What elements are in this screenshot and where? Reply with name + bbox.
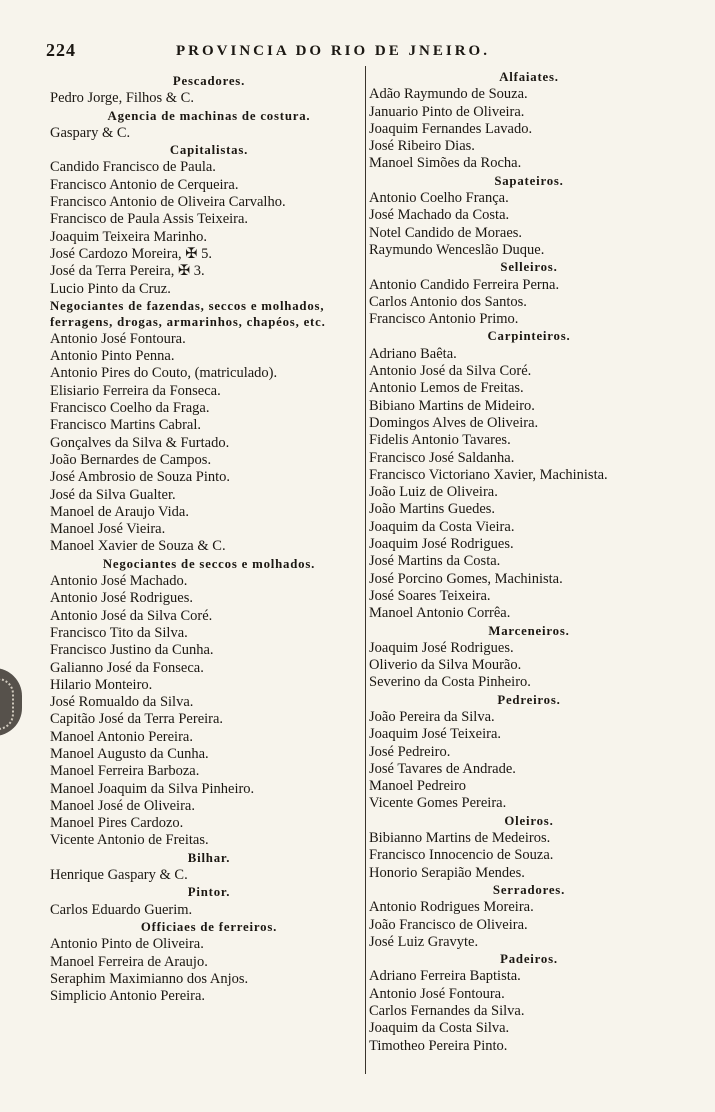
directory-section	[369, 173, 689, 259]
directory-entry: José Cardozo Moreira, ✠ 5.	[50, 245, 212, 262]
left-column	[50, 73, 368, 1005]
section-heading: Alfaiates.	[499, 70, 559, 84]
directory-entry: Galianno José da Fonseca.	[50, 659, 204, 676]
directory-entry: Gaspary & C.	[50, 124, 131, 141]
directory-entry: José Ambrosio de Souza Pinto.	[50, 469, 231, 486]
directory-section	[50, 556, 368, 850]
directory-entry: Vicente Antonio de Freitas.	[50, 832, 209, 849]
section-heading: Selleiros.	[500, 260, 558, 275]
directory-entry: João Bernardes de Campos.	[50, 451, 212, 468]
directory-entry: Capitão José da Terra Pereira.	[50, 711, 224, 728]
directory-entry: Antonio Pinto Penna.	[50, 348, 175, 365]
directory-entry: Timotheo Pereira Pinto.	[369, 1037, 508, 1054]
directory-entry: João Martins Guedes.	[369, 501, 496, 518]
directory-entry: Adão Raymundo de Souza.	[369, 86, 528, 103]
section-heading: Capitalistas.	[169, 143, 249, 158]
directory-entry: Hilario Monteiro.	[50, 676, 153, 693]
directory-section	[369, 813, 689, 882]
right-column	[369, 69, 689, 1055]
section-heading: Pintor.	[187, 885, 231, 900]
directory-entry: Manoel de Araujo Vida.	[50, 503, 189, 520]
directory-entry: Simplicio Antonio Pereira.	[50, 988, 206, 1005]
section-heading: Marceneiros.	[488, 623, 570, 638]
directory-entry: João Luiz de Oliveira.	[369, 484, 498, 501]
directory-section	[369, 69, 689, 173]
section-heading: Carpinteiros.	[487, 329, 571, 344]
section-heading: Officiaes de ferreiros.	[140, 919, 278, 934]
directory-section	[50, 850, 368, 885]
directory-entry: Adriano Baêta.	[369, 345, 457, 362]
directory-section	[50, 73, 368, 108]
directory-section	[50, 298, 368, 556]
directory-entry: Carlos Eduardo Guerim.	[50, 901, 193, 918]
directory-entry: Antonio Pinto de Oliveira.	[50, 936, 204, 953]
directory-entry: Joaquim José Rodrigues.	[369, 536, 514, 553]
directory-entry: Manoel Pires Cardozo.	[50, 815, 184, 832]
directory-entry: Manoel Antonio Corrêa.	[369, 605, 511, 622]
directory-entry: José Luiz Gravyte.	[369, 933, 479, 950]
directory-entry: Antonio Rodrigues Moreira.	[369, 899, 534, 916]
directory-section	[50, 108, 368, 143]
directory-section	[369, 328, 689, 622]
directory-entry: Francisco Coelho da Fraga.	[50, 400, 210, 417]
directory-entry: Manoel Simões da Rocha.	[369, 155, 522, 172]
directory-entry: José Tavares de Andrade.	[369, 760, 516, 777]
directory-entry: Francisco Antonio Primo.	[369, 311, 519, 328]
directory-entry: Antonio José Fontoura.	[50, 330, 186, 347]
directory-section	[369, 951, 689, 1055]
directory-entry: José da Terra Pereira, ✠ 3.	[50, 263, 205, 280]
directory-entry: Domingos Alves de Oliveira.	[369, 414, 539, 431]
directory-entry: Joaquim Teixeira Marinho.	[50, 228, 207, 245]
directory-entry: José Ribeiro Dias.	[369, 138, 475, 155]
section-heading: Negociantes de fazendas, seccos e molhados, ferragens, drogas, armarinhos, chapéos, etc.	[50, 298, 326, 330]
directory-entry: Raymundo Wenceslão Duque.	[369, 241, 545, 258]
directory-entry: Francisco Justino da Cunha.	[50, 642, 214, 659]
section-heading: Oleiros.	[504, 813, 554, 828]
section-heading: Agencia de machinas de costura.	[107, 108, 311, 123]
directory-entry: Seraphim Maximianno dos Anjos.	[50, 970, 249, 987]
directory-entry: Adriano Ferreira Baptista.	[369, 968, 521, 985]
directory-entry: Gonçalves da Silva & Furtado.	[50, 434, 230, 451]
directory-entry: Antonio José Machado.	[50, 573, 188, 590]
directory-entry: Antonio Candido Ferreira Perna.	[369, 276, 560, 293]
directory-entry: Honorio Serapião Mendes.	[369, 864, 525, 881]
directory-entry: Vicente Gomes Pereira.	[369, 795, 507, 812]
directory-entry: Joaquim José Teixeira.	[369, 726, 502, 743]
directory-entry: Francisco Innocencio de Souza.	[369, 847, 554, 864]
directory-entry: José da Silva Gualter.	[50, 486, 176, 503]
directory-entry: Manoel Joaquim da Silva Pinheiro.	[50, 780, 255, 797]
directory-entry: Januario Pinto de Oliveira.	[369, 103, 525, 120]
section-heading: Sapateiros.	[494, 173, 564, 188]
directory-entry: Manoel Ferreira de Araujo.	[50, 953, 208, 970]
directory-entry: Carlos Fernandes da Silva.	[369, 1003, 525, 1020]
directory-entry: José Machado da Costa.	[369, 207, 510, 224]
directory-entry: Fidelis Antonio Tavares.	[369, 432, 511, 449]
directory-entry: Manoel Augusto da Cunha.	[50, 745, 209, 762]
directory-entry: Elisiario Ferreira da Fonseca.	[50, 382, 221, 399]
directory-entry: Joaquim da Costa Vieira.	[369, 518, 515, 535]
directory-entry: Francisco Antonio de Cerqueira.	[50, 176, 239, 193]
directory-entry: Francisco Tito da Silva.	[50, 624, 188, 641]
directory-entry: Bibianno Martins de Medeiros.	[369, 830, 551, 847]
directory-entry: José Romualdo da Silva.	[50, 694, 194, 711]
directory-entry: Carlos Antonio dos Santos.	[369, 293, 527, 310]
directory-section	[50, 919, 368, 1005]
directory-entry: Henrique Gaspary & C.	[50, 867, 188, 884]
directory-section	[369, 882, 689, 951]
section-heading: Negociantes de seccos e molhados.	[102, 556, 316, 571]
directory-entry: Joaquim da Costa Silva.	[369, 1020, 510, 1037]
directory-entry: Antonio José Fontoura.	[369, 985, 505, 1002]
directory-section	[50, 142, 368, 298]
directory-entry: Manoel Antonio Pereira.	[50, 728, 193, 745]
directory-entry: Oliverio da Silva Mourão.	[369, 657, 522, 674]
section-heading: Serradores.	[492, 882, 566, 897]
directory-entry: Manoel Ferreira Barboza.	[50, 763, 200, 780]
directory-entry: Antonio José da Silva Coré.	[369, 363, 532, 380]
running-title: PROVINCIA DO RIO DE JNEIRO.	[176, 43, 490, 59]
directory-entry: Severino da Costa Pinheiro.	[369, 674, 531, 691]
directory-entry: Manoel José Vieira.	[50, 521, 166, 538]
directory-entry: João Francisco de Oliveira.	[369, 916, 528, 933]
page-number: 224	[46, 40, 76, 60]
directory-entry: Antonio José Rodrigues.	[50, 590, 193, 607]
directory-entry: José Pedreiro.	[369, 743, 451, 760]
directory-entry: Manoel Pedreiro	[369, 778, 467, 795]
directory-entry: Joaquim Fernandes Lavado.	[369, 120, 533, 137]
directory-entry: Antonio José da Silva Coré.	[50, 607, 213, 624]
directory-entry: Notel Candido de Moraes.	[369, 224, 523, 241]
section-heading: Pedreiros.	[497, 692, 561, 707]
directory-entry: Antonio Coelho França.	[369, 190, 509, 207]
directory-entry: José Soares Teixeira.	[369, 587, 491, 604]
directory-section	[369, 259, 689, 328]
directory-section	[369, 623, 689, 692]
directory-entry: Lucio Pinto da Cruz.	[50, 280, 171, 297]
section-heading: Padeiros.	[500, 952, 558, 967]
directory-section	[50, 884, 368, 919]
directory-entry: José Porcino Gomes, Machinista.	[369, 570, 563, 587]
directory-entry: Antonio Pires do Couto, (matriculado).	[50, 365, 278, 382]
directory-entry: Francisco Victoriano Xavier, Machinista.	[369, 466, 608, 483]
directory-section	[369, 692, 689, 813]
directory-entry: Francisco José Saldanha.	[369, 449, 515, 466]
directory-entry: Pedro Jorge, Filhos & C.	[50, 90, 194, 107]
directory-entry: Francisco Antonio de Oliveira Carvalho.	[50, 194, 286, 211]
library-stamp	[0, 668, 22, 736]
directory-entry: Manoel Xavier de Souza & C.	[50, 538, 226, 555]
directory-entry: Francisco Martins Cabral.	[50, 417, 202, 434]
directory-entry: Candido Francisco de Paula.	[50, 159, 216, 176]
directory-entry: Antonio Lemos de Freitas.	[369, 380, 524, 397]
directory-entry: Francisco de Paula Assis Teixeira.	[50, 211, 249, 228]
directory-entry: Bibiano Martins de Mideiro.	[369, 397, 535, 414]
section-heading: Bilhar.	[187, 850, 231, 865]
directory-entry: José Martins da Costa.	[369, 553, 501, 570]
page-header	[46, 40, 646, 64]
directory-entry: João Pereira da Silva.	[369, 708, 495, 725]
section-heading: Pescadores.	[172, 74, 246, 88]
directory-entry: Joaquim José Rodrigues.	[369, 639, 514, 656]
directory-entry: Manoel José de Oliveira.	[50, 797, 195, 814]
